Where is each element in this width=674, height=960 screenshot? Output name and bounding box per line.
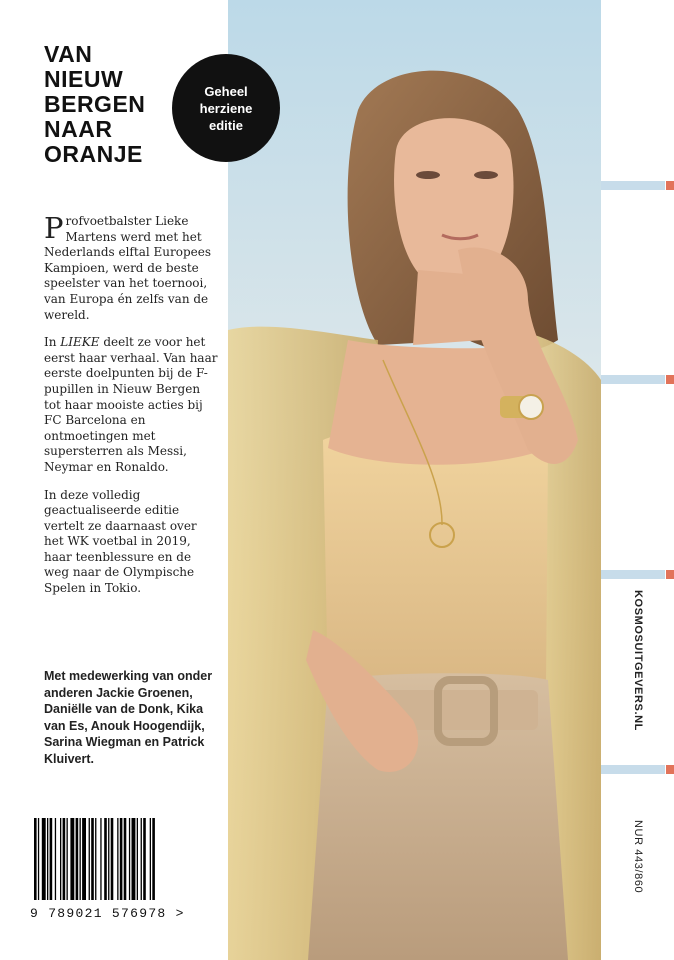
- decor-stripe-orange: [666, 181, 674, 190]
- decor-stripe-orange: [666, 765, 674, 774]
- barcode-bars: [30, 818, 200, 902]
- nur-code: NUR 443/860: [632, 820, 644, 894]
- drop-cap: P: [44, 211, 64, 245]
- decor-stripe-blue: [601, 765, 665, 774]
- portrait-illustration: [228, 0, 601, 960]
- blurb: [44, 211, 219, 609]
- decor-stripe-orange: [666, 375, 674, 384]
- headline-line: NAAR: [44, 116, 113, 142]
- headline-line: ORANJE: [44, 141, 143, 167]
- headline-line: BERGEN: [44, 91, 146, 117]
- blurb-text: deelt ze voor het eerst haar verhaal. Van haar eerste doelpunten bij de F-pupillen in Nieuw Bergen tot haar mooiste acties bij FC Barcelona en ontmoetingen met supersterren als Messi, Neymar en Ronaldo.: [44, 335, 218, 474]
- spine-strip: [601, 0, 674, 960]
- blurb-text: In: [44, 335, 61, 350]
- badge-line: herziene: [199, 100, 253, 116]
- book-title: LIEKE: [60, 335, 100, 350]
- blurb-paragraph-1: [44, 211, 219, 323]
- decor-stripe-orange: [666, 570, 674, 579]
- publisher-url: KOSMOSUITGEVERS.NL: [632, 590, 644, 731]
- credits: Met medewerking van onder anderen Jackie Groenen, Daniëlle van de Donk, Kika van Es, Anouk Hoogendijk, Sarina Wiegman en Patrick Kluivert.: [44, 669, 213, 766]
- headline-line: NIEUW: [44, 66, 124, 92]
- blurb-paragraph-2: [44, 335, 219, 475]
- badge-line: Geheel: [204, 83, 248, 99]
- headline-line: VAN: [44, 41, 93, 67]
- blurb-text: rofvoetbalster Lieke Martens werd met het Nederlands elftal Europees Kampioen, werd de beste speelster van het toernooi, van Europa én zelfs van de wereld.: [44, 214, 211, 322]
- decor-stripe-blue: [601, 181, 665, 190]
- decor-stripe-blue: [601, 570, 665, 579]
- isbn-number: 9 789021 576978 >: [30, 906, 205, 921]
- edition-badge: [172, 54, 280, 162]
- blurb-paragraph-3: In deze volledig geactualiseerde editie vertelt ze daarnaast over het WK voetbal in 2019, haar teenblessure en de weg naar de Olympische Spelen in Tokio.: [44, 487, 197, 596]
- cover-photo: [228, 0, 601, 960]
- decor-stripe-blue: [601, 375, 665, 384]
- badge-line: editie: [209, 117, 243, 133]
